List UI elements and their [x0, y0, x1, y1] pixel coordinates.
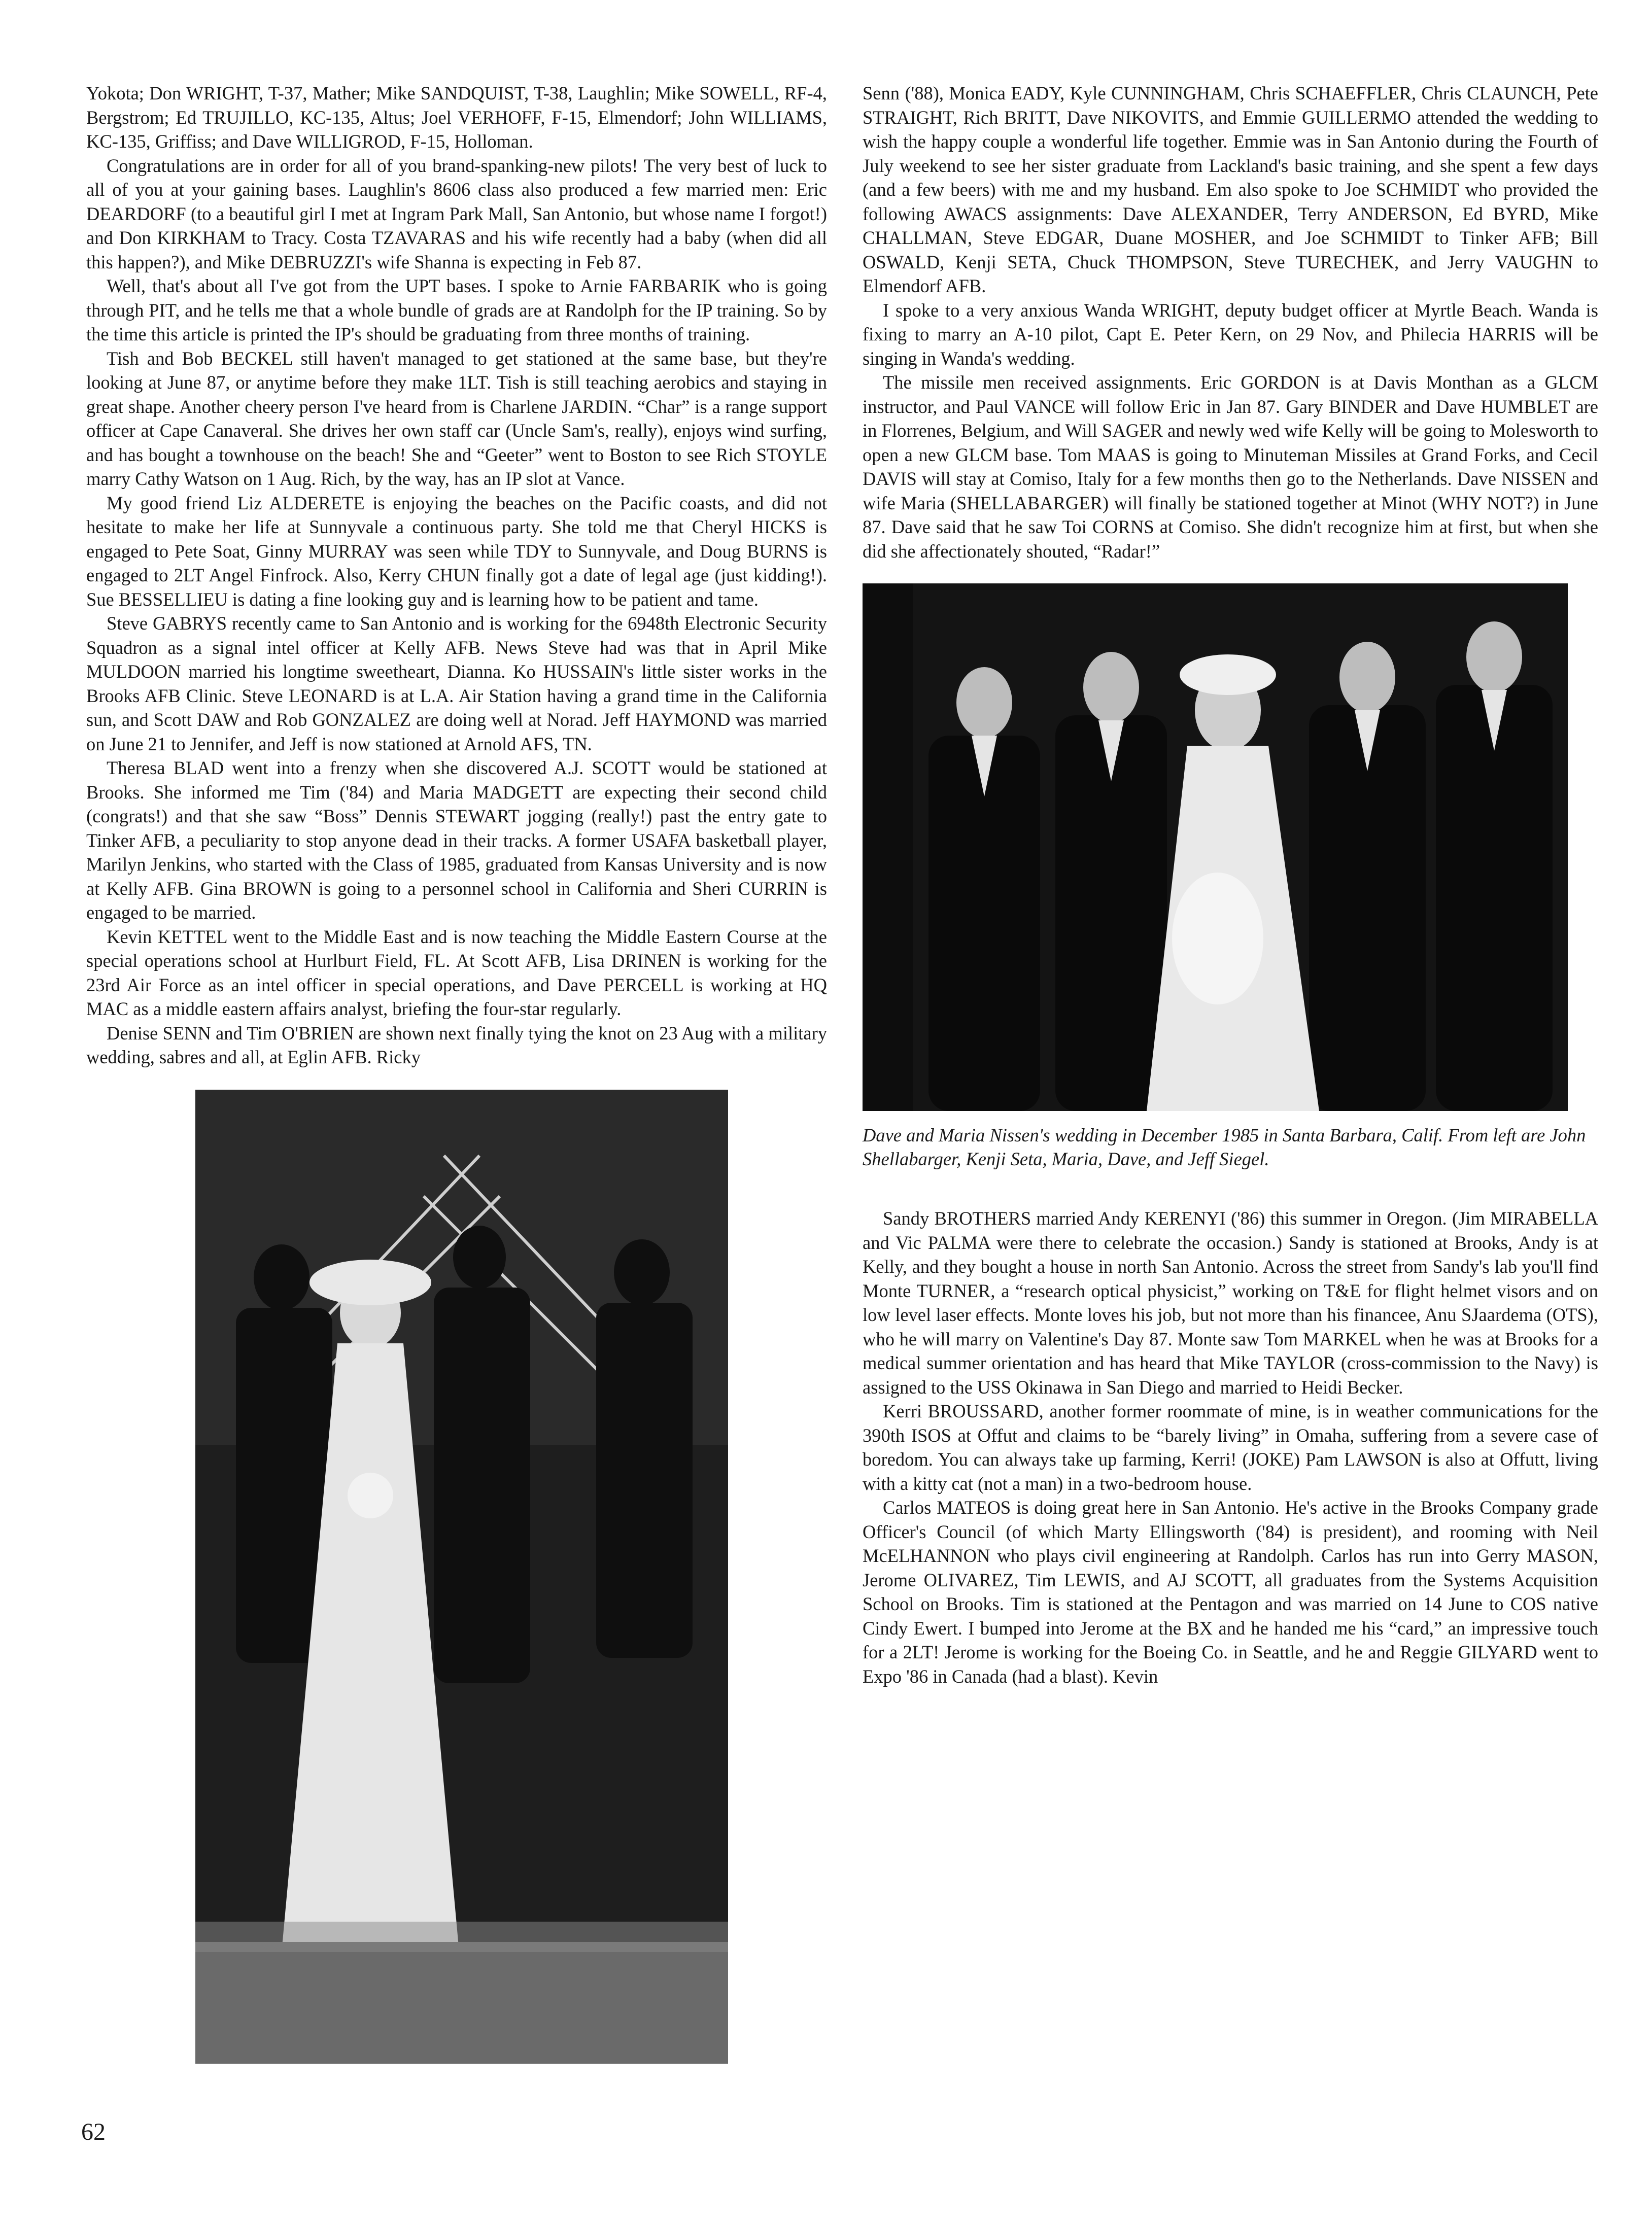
sabre-arch-wedding-photo: [195, 1090, 728, 2064]
left-column-text: [86, 81, 827, 1069]
page-number: 62: [81, 2118, 106, 2145]
nissen-wedding-photo: [863, 583, 1568, 1111]
paragraph: Congratulations are in order for all of you brand-spanking-new pilots! The very best of luck to all of you at your gaining bases. Laughlin's 8606 class also produced a few married men: Eric DEARDORF (to a beautiful girl I met at Ingram Park Mall, San Antonio, but whose name I forgot!) and Don KIRKHAM to Tracy. Costa TZAVARAS and his wife recently had a baby (when did all this happen?), and Mike DEBRUZZI's wife Shanna is expecting in Feb 87.: [86, 155, 827, 272]
photo-caption: Dave and Maria Nissen's wedding in December 1985 in Santa Barbara, Calif. From left are John Shellabarger, Kenji Seta, Maria, Dave, and Jeff Siegel.: [863, 1125, 1586, 1169]
right-column-top-text: [863, 81, 1598, 563]
paragraph: My good friend Liz ALDERETE is enjoying the beaches on the Pacific coasts, and did not hesitate to make her life at Sunnyvale a continuous party. She told me that Cheryl HICKS is engaged to Pete Soat, Ginny MURRAY was seen while TDY to Sunnyvale, and Doug BURNS is engaged to 2LT Angel Finfrock. Also, Kerry CHUN finally got a date of legal age (just kidding!). Sue BESSELLIEU is dating a fine looking guy and is learning how to be patient and tame.: [86, 492, 827, 610]
nissen-wedding-image: [863, 583, 1568, 1111]
paragraph: Sandy BROTHERS married Andy KERENYI ('86) this summer in Oregon. (Jim MIRABELLA and Vic PALMA were there to celebrate the occasion.) Sandy is stationed at Brooks, Andy is at Kelly, and they bought a house in north San Antonio. Across the street from Sandy's lab you'll find Monte TURNER, a “research optical physicist,” working on T&E for flight helmet visors and on low level laser effects. Monte loves his job, but not more than his financee, Anu SJaardema (OTS), who he will marry on Valentine's Day 87. Monte saw Tom MARKEL when he was at Brooks for a medical summer orientation and has heard that Mike TAYLOR (cross-commission to the Navy) is assigned to the USS Okinawa in San Diego and married to Heidi Becker.: [863, 1208, 1598, 1398]
paragraph: Theresa BLAD went into a frenzy when she discovered A.J. SCOTT would be stationed at Brooks. She informed me Tim ('84) and Maria MADGETT are expecting their second child (congrats!) and that she saw “Boss” Dennis STEWART jogging (really!) past the entry gate to Tinker AFB, a peculiarity to stop anyone dead in their tracks. A former USAFA basketball player, Marilyn Jenkins, who started with the Class of 1985, graduated from Kansas University and is now at Kelly AFB. Gina BROWN is going to a personnel school in California and Sheri CURRIN is engaged to be married.: [86, 757, 827, 923]
paragraph: Denise SENN and Tim O'BRIEN are shown next finally tying the knot on 23 Aug with a military wedding, sabres and all, at Eglin AFB. Ricky: [86, 1022, 827, 1067]
paragraph: Carlos MATEOS is doing great here in San Antonio. He's active in the Brooks Company grade Officer's Council (of which Marty Ellingsworth ('84) is president), and rooming with Neil McELHANNON who plays civil engineering at Randolph. Carlos has run into Gerry MASON, Jerome OLIVAREZ, Tim LEWIS, and AJ SCOTT, all graduates from the Systems Acquisition School on Brooks. Tim is stationed at the Pentagon and was married on 14 June to COS native Cindy Ewert. I bumped into Jerome at the BX and he handed me his “card,” an impressive touch for a 2LT! Jerome is working for the Boeing Co. in Seattle, and he and Reggie GILYARD went to Expo '86 in Canada (had a blast). Kevin: [863, 1497, 1598, 1687]
right-column: [863, 81, 1598, 1688]
paragraph: Kerri BROUSSARD, another former roommate of mine, is in weather communications for the 390th ISOS at Offut and claims to be “barely living” in Omaha, suffering from a severe case of boredom. You can always take up farming, Kerri! (JOKE) Pam LAWSON is also at Offutt, living with a kitty cat (not a man) in a two-bedroom house.: [863, 1401, 1598, 1494]
paragraph: Senn ('88), Monica EADY, Kyle CUNNINGHAM, Chris SCHAEFFLER, Chris CLAUNCH, Pete STRAIGHT, Rich BRITT, Dave NIKOVITS, and Emmie GUILLERMO attended the wedding to wish the happy couple a wonderful life together. Emmie was in San Antonio during the Fourth of July weekend to see her sister graduate from Lackland's basic training, and she spent a few days (and a few beers) with me and my husband. Em also spoke to Joe SCHMIDT who provided the following AWACS assignments: Dave ALEXANDER, Terry ANDERSON, Ed BYRD, Mike CHALLMAN, Steve EDGAR, Duane MOSHER, and Joe SCHMIDT to Tinker AFB; Bill OSWALD, Kenji SETA, Chuck THOMPSON, Steve TURECHEK, and Jerry VAUGHN to Elmendorf AFB.: [863, 83, 1598, 296]
paragraph: Kevin KETTEL went to the Middle East and is now teaching the Middle Eastern Course at the special operations school at Hurlburt Field, FL. At Scott AFB, Lisa DRINEN is working for the 23rd Air Force as an intel officer in special operations, and Dave PERCELL is working at HQ MAC as a middle eastern affairs analyst, briefing the four-star regularly.: [86, 926, 827, 1019]
paragraph: Steve GABRYS recently came to San Antonio and is working for the 6948th Electronic Security Squadron as a signal intel officer at Kelly AFB. News Steve had was that in April Mike MULDOON married his longtime sweetheart, Dianna. Ko HUSSAIN's little sister works in the Brooks AFB Clinic. Steve LEONARD is at L.A. Air Station having a grand time in the California sun, and Scott DAW and Rob GONZALEZ are doing well at Norad. Jeff HAYMOND was married on June 21 to Jennifer, and Jeff is now stationed at Arnold AFS, TN.: [86, 613, 827, 754]
paragraph: Well, that's about all I've got from the UPT bases. I spoke to Arnie FARBARIK who is going through PIT, and he tells me that a whole bundle of grads are at Randolph for the IP training. So by the time this article is printed the IP's should be graduating from three months of training.: [86, 275, 827, 344]
paragraph: I spoke to a very anxious Wanda WRIGHT, deputy budget officer at Myrtle Beach. Wanda is fixing to marry an A-10 pilot, Capt E. Peter Kern, on 29 Nov, and Philecia HARRIS will be singing in Wanda's wedding.: [863, 299, 1598, 369]
left-column: [86, 81, 827, 2064]
paragraph: Tish and Bob BECKEL still haven't managed to get stationed at the same base, but they're looking at June 87, or anytime before they make 1LT. Tish is still teaching aerobics and staying in great shape. Another cheery person I've heard from is Charlene JARDIN. “Char” is a range support officer at Cape Canaveral. She drives her own staff car (Uncle Sam's, really), enjoys wind surfing, and has bought a townhouse on the beach! She and “Geeter” went to Boston to see Rich STOYLE marry Cathy Watson on 1 Aug. Rich, by the way, has an IP slot at Vance.: [86, 348, 827, 489]
paragraph: Yokota; Don WRIGHT, T-37, Mather; Mike SANDQUIST, T-38, Laughlin; Mike SOWELL, RF-4, Bergstrom; Ed TRUJILLO, KC-135, Altus; Joel VERHOFF, F-15, Elmendorf; John WILLIAMS, KC-135, Griffiss; and Dave WILLIGROD, F-15, Holloman.: [86, 83, 827, 152]
right-column-bottom-text: [863, 1206, 1598, 1688]
sabre-arch-wedding-image: [195, 1090, 728, 2064]
paragraph: The missile men received assignments. Eric GORDON is at Davis Monthan as a GLCM instructor, and Paul VANCE will follow Eric in Jan 87. Gary BINDER and Dave HUMBLET are in Florrenes, Belgium, and Will SAGER and newly wed wife Kelly will be going to Molesworth to open a new GLCM base. Tom MAAS is going to Minuteman Missiles at Grand Forks, and Cecil DAVIS will stay at Comiso, Italy for a few months then go to the Netherlands. Dave NISSEN and wife Maria (SHELLABARGER) will finally be stationed together at Minot (WHY NOT?) in June 87. Dave said that he saw Toi CORNS at Comiso. She didn't recognize him at first, but when she did she affectionately shouted, “Radar!”: [863, 372, 1598, 562]
